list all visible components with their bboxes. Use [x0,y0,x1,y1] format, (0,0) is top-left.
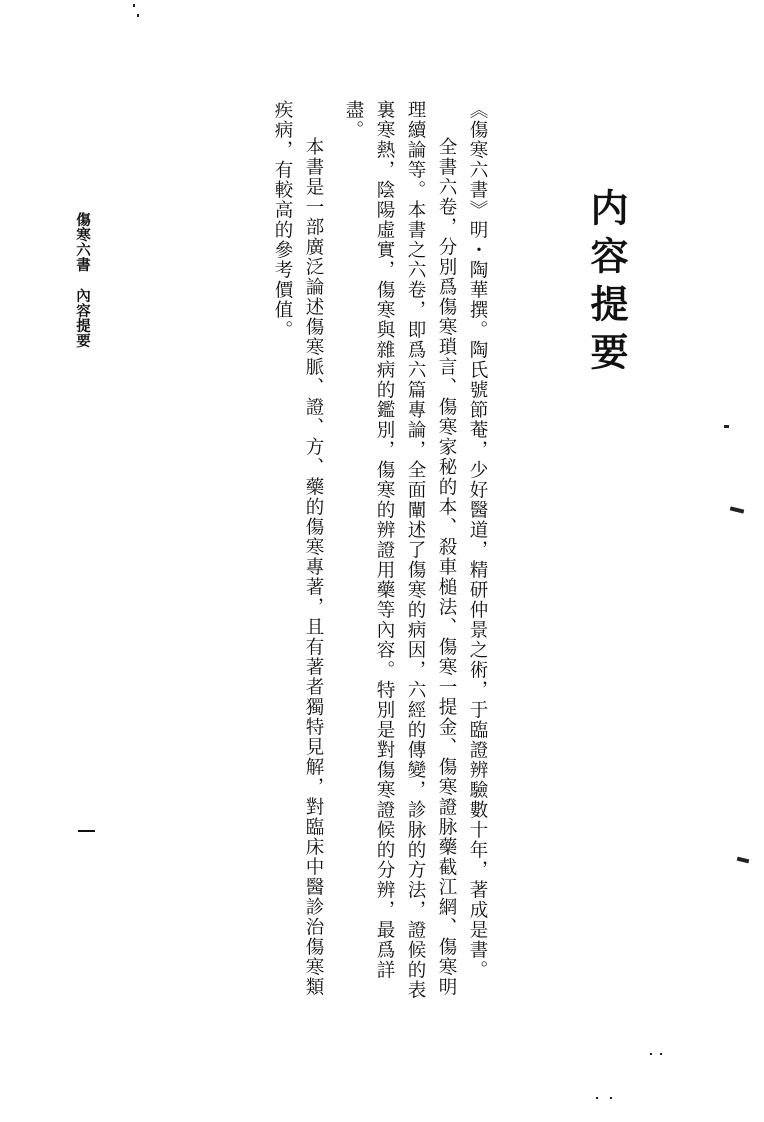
page-number-mark [78,830,95,832]
summary-paragraph-1: 《傷寒六書》明・陶華撰。陶氏號節菴，少好醫道，精研仲景之術，于臨證辨驗數十年，著成是書。 [467,100,488,980]
running-head-book-title: 傷寒六書 [74,212,91,272]
scan-speck [137,14,139,17]
scan-speck [650,1053,652,1055]
scan-speck [133,4,135,7]
scan-speck [737,857,750,864]
summary-paragraph-2: 全書六卷，分別爲傷寒瑣言、傷寒家秘的本、殺車槌法、傷寒一提金、傷寒證脉藥截江網、傷寒明理續論等。本書之六卷，即爲六篇專論，全面闡述了傷寒的病因，六經的傳變，診脉的方法，證候的表裏寒熱，陰陽虛實，傷寒與雜病的鑑別，傷寒的辨證用藥等內容。特別是對傷寒證候的分辨，最爲詳盡。 [343,100,457,1000]
scan-speck [596,1097,598,1099]
running-head [72,212,93,348]
page-title: 内容提要 [584,188,629,380]
scan-speck [730,506,745,513]
summary-body [258,100,493,1010]
scan-speck [724,425,729,428]
scan-speck [610,1097,612,1099]
summary-paragraph-3: 本書是一部廣泛論述傷寒脈、證、方、藥的傷寒專著，且有著者獨特見解，對臨床中醫診治傷寒類疾病，有較高的參考價值。 [272,100,324,997]
running-head-section: 內容提要 [74,288,91,348]
scan-speck [660,1053,662,1055]
